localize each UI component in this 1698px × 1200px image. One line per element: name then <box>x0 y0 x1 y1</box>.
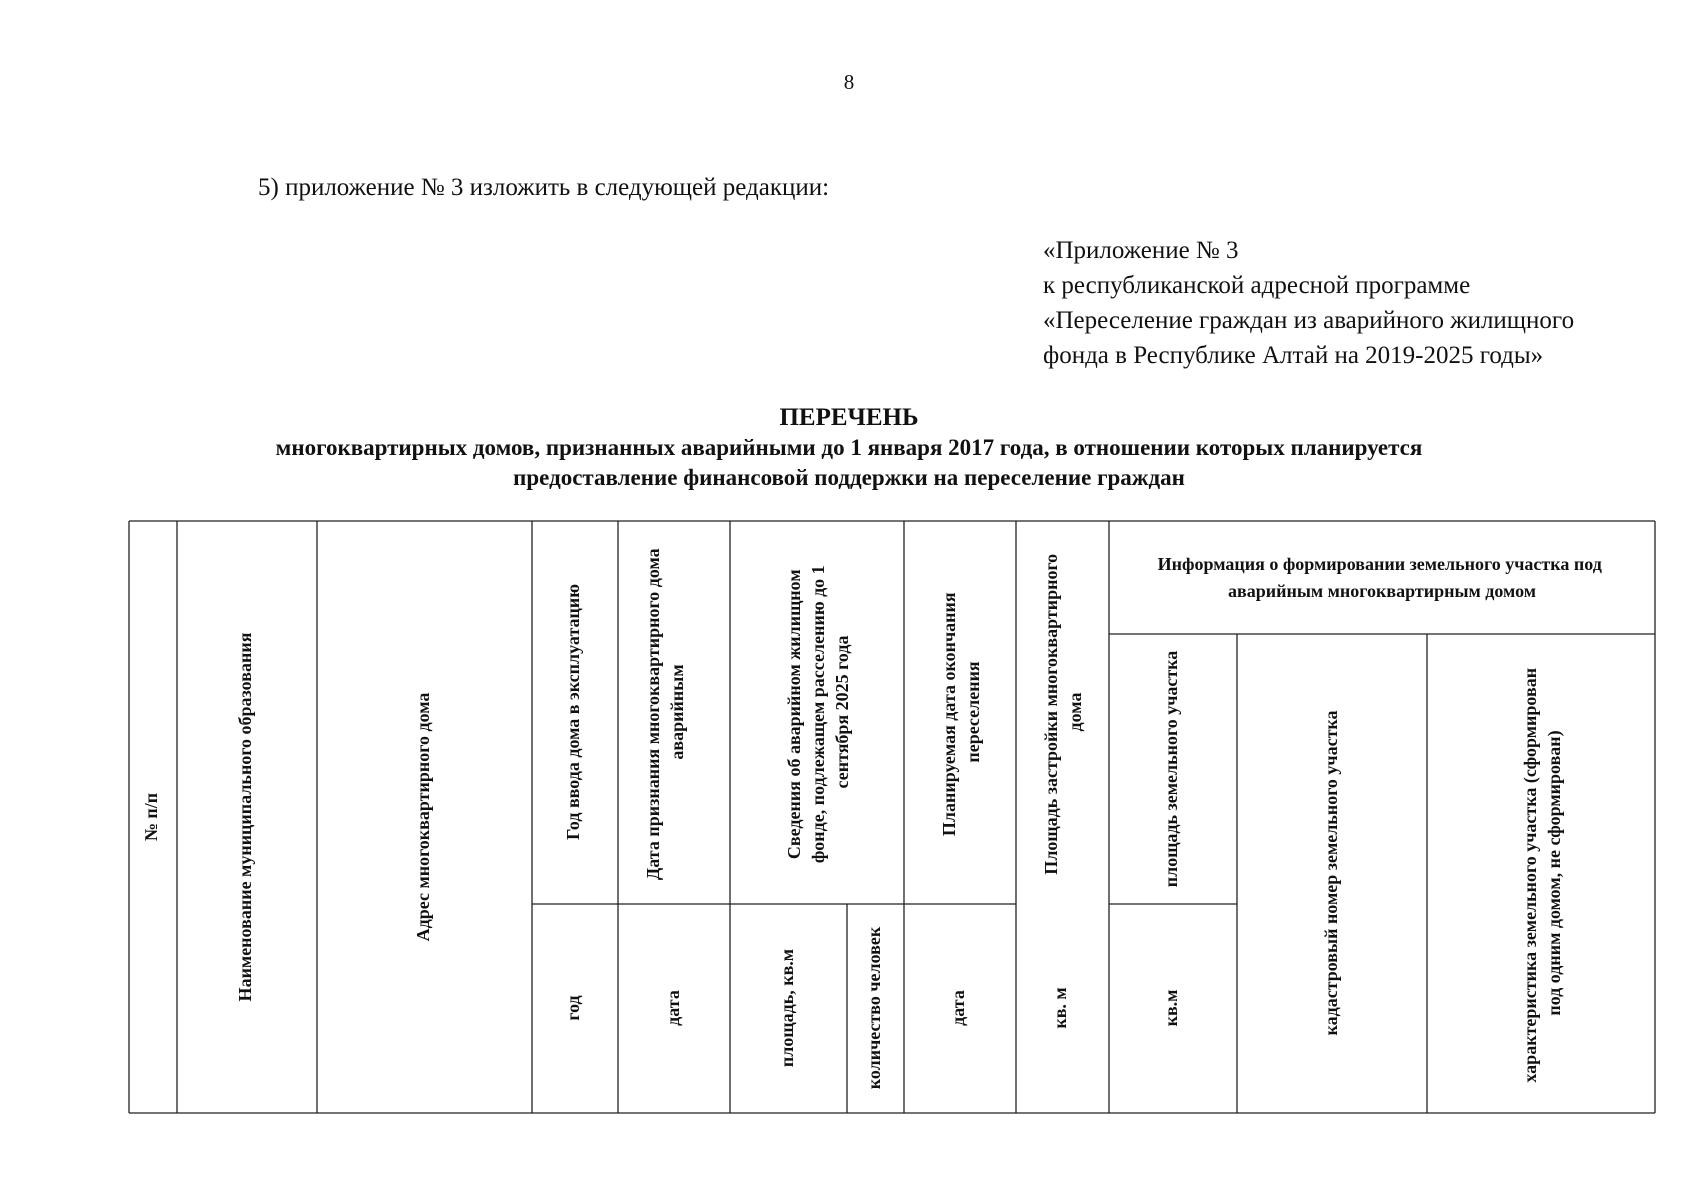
header-building-area <box>1041 549 1085 874</box>
unit-year: год <box>563 995 584 1021</box>
table-grid <box>129 521 1655 1113</box>
header-line: аварийным <box>667 664 687 760</box>
header-planned-date <box>939 588 983 836</box>
header-address: Адрес многоквартирного дома <box>413 692 434 942</box>
unit-recognition-date: дата <box>663 990 684 1026</box>
header-recognition-date <box>643 544 687 880</box>
unit-planned-date: дата <box>948 990 969 1026</box>
unit-building-area: кв. м <box>1050 987 1071 1029</box>
appendix-header-line: фонда в Республике Алтай на 2019-2025 годы» <box>1043 342 1544 369</box>
title-subtitle: многоквартирных домов, признанных аварийными до 1 января 2017 года, в отношении которых планируется <box>275 435 1423 460</box>
page-number: 8 <box>843 70 855 94</box>
header-land-area: площадь земельного участка <box>1161 650 1182 888</box>
amendment-instruction: 5) приложение № 3 изложить в следующей редакции: <box>258 174 830 201</box>
header-line: дома <box>1065 692 1085 732</box>
title-subtitle: предоставление финансовой поддержки на переселение граждан <box>513 465 1185 490</box>
header-year-built: Год ввода дома в эксплуатацию <box>563 584 584 840</box>
header-line: Планируемая дата окончания <box>939 592 959 837</box>
header-line: Площадь застройки многоквартирного <box>1041 553 1061 875</box>
appendix-header-line: «Переселение граждан из аварийного жилищного <box>1043 307 1575 334</box>
header-number: № п/п <box>141 792 162 842</box>
title-main: ПЕРЕЧЕНЬ <box>779 404 919 431</box>
header-line: под одним домом, не сформирован) <box>1544 730 1564 1016</box>
header-line: характеристика земельного участка (сформирован <box>1520 667 1540 1083</box>
header-cadastral-number: кадастровый номер земельного участка <box>1321 710 1342 1036</box>
header-line: фонде, подлежащем расселению до 1 <box>808 565 828 864</box>
header-line: переселения <box>963 661 983 763</box>
header-housing-info <box>784 561 852 863</box>
unit-people-count: количество человек <box>864 926 885 1090</box>
header-line: Сведения об аварийном жилищном <box>784 569 804 860</box>
header-line: Информация о формировании земельного участка под <box>1157 554 1602 574</box>
header-land-group <box>1158 554 1607 601</box>
header-line: Дата признания многоквартирного дома <box>643 548 663 881</box>
unit-land-area: кв.м <box>1161 989 1182 1027</box>
header-line: аварийным многоквартирным домом <box>1228 581 1536 601</box>
header-municipality: Наименование муниципального образования <box>235 632 256 1002</box>
unit-area: площадь, кв.м <box>777 948 798 1068</box>
header-land-characteristic <box>1520 663 1565 1082</box>
appendix-header-line: «Приложение № 3 <box>1043 237 1239 264</box>
header-line: сентября 2025 года <box>832 635 852 789</box>
appendix-header-line: к республиканской адресной программе <box>1043 272 1471 299</box>
